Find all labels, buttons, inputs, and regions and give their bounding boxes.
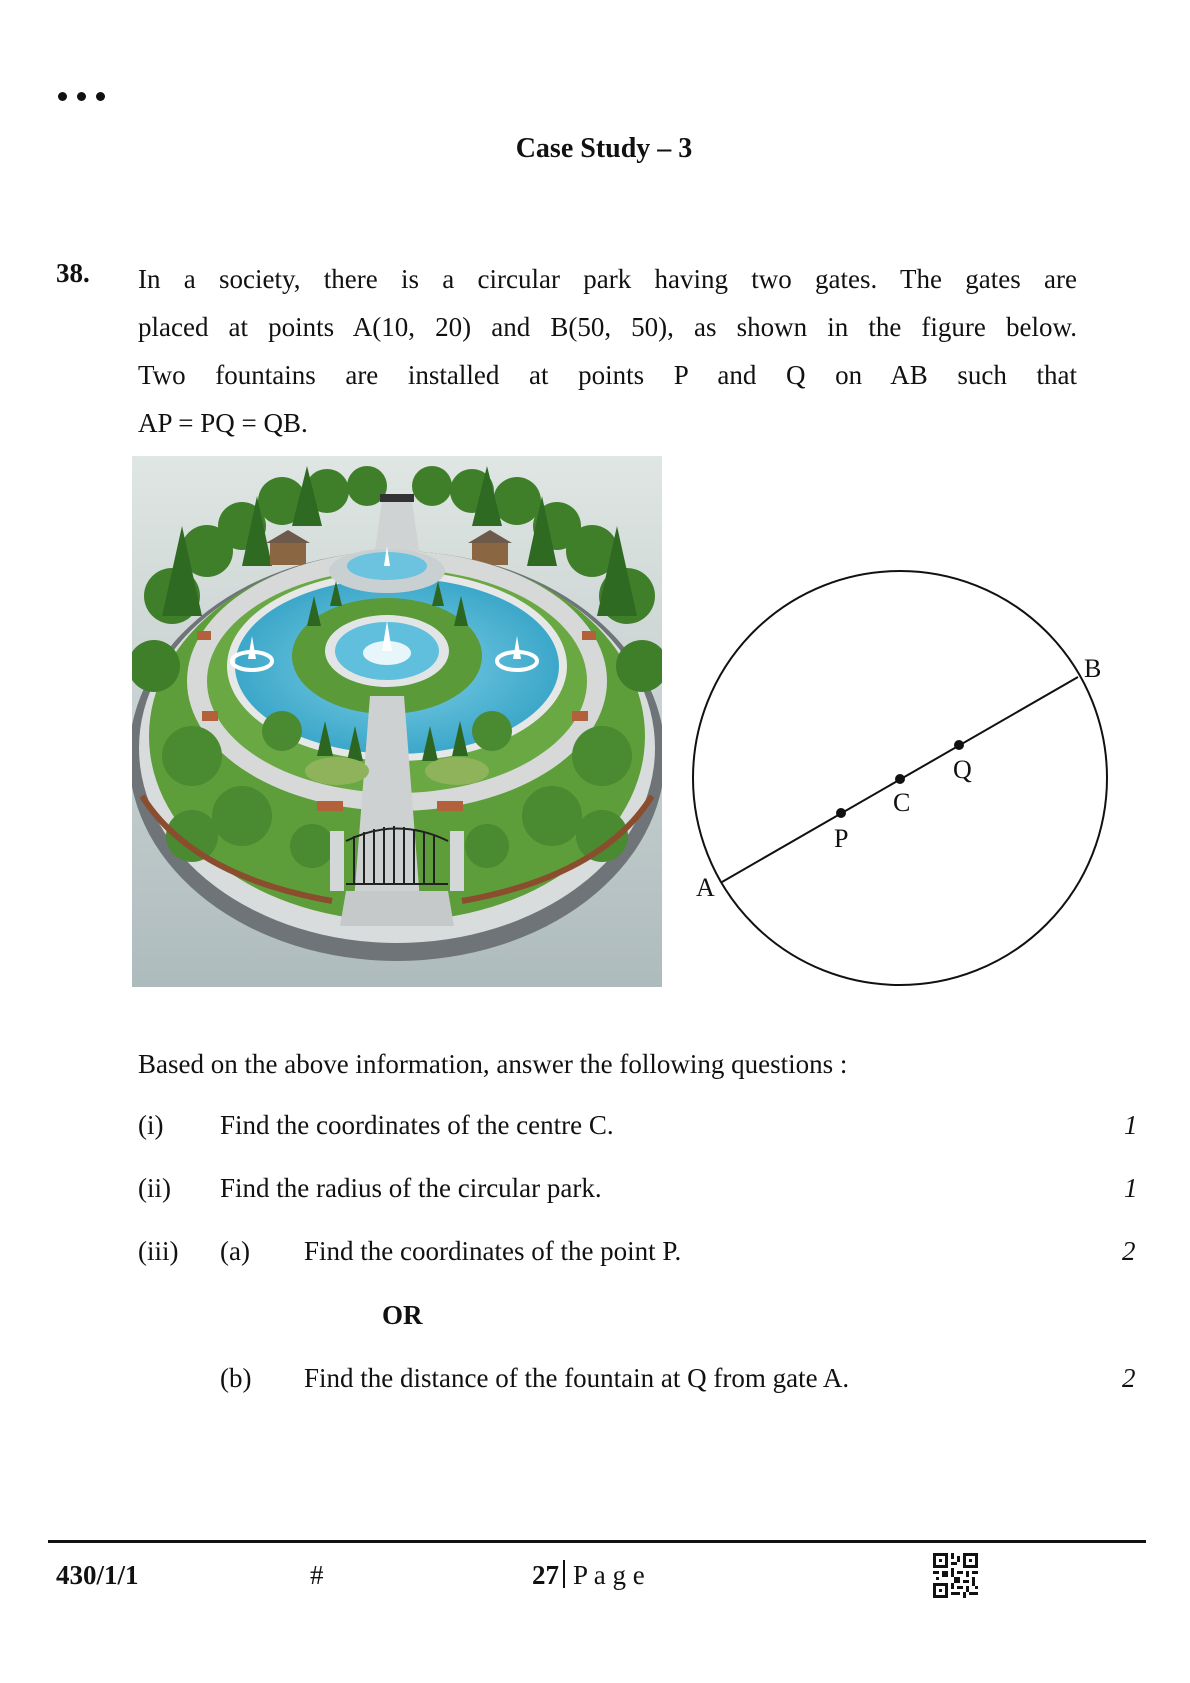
label-p: P (834, 824, 849, 853)
stem-line: In a society, there is a circular park having two gates. The gates are (138, 264, 1077, 294)
point-p-marker (836, 808, 846, 818)
part-i-text: Find the coordinates of the centre C. (220, 1110, 614, 1140)
dot (77, 92, 86, 101)
or-separator: OR (382, 1300, 423, 1330)
question-stem (138, 255, 1077, 447)
part-ii-label: (ii) (138, 1173, 171, 1203)
label-b: B (1084, 654, 1102, 683)
part-iii-a-label: (a) (220, 1236, 250, 1266)
label-c: C (893, 788, 911, 817)
part-iii-label: (iii) (138, 1236, 179, 1266)
part-i-marks: 1 (1124, 1110, 1138, 1140)
page-label: P a g e (573, 1560, 645, 1590)
question-number: 38. (56, 258, 90, 288)
park-image (132, 456, 662, 987)
hash-mark: # (310, 1560, 324, 1590)
stem-line: AP = PQ = QB. (138, 408, 308, 438)
part-iii-a-text: Find the coordinates of the point P. (304, 1236, 682, 1266)
qr-code-icon (933, 1553, 978, 1598)
questions-prompt: Based on the above information, answer the following questions : (138, 1049, 848, 1079)
section-title: Case Study – 3 (515, 133, 693, 164)
circle-diagram (680, 560, 1130, 1000)
page-separator (563, 1560, 565, 1588)
stem-line: Two fountains are installed at points P and Q on AB such that (138, 360, 1077, 390)
dot (58, 92, 67, 101)
dot (96, 92, 105, 101)
label-a: A (696, 873, 715, 902)
part-iii-b-text: Find the distance of the fountain at Q from gate A. (304, 1363, 850, 1393)
part-iii-b-label: (b) (220, 1363, 252, 1393)
part-i-label: (i) (138, 1110, 164, 1140)
part-iii-b-marks: 2 (1122, 1363, 1136, 1393)
point-q-marker (954, 740, 964, 750)
park-illustration (132, 456, 662, 987)
point-c-marker (895, 774, 905, 784)
ellipsis-marker (58, 92, 105, 101)
stem-line: placed at points A(10, 20) and B(50, 50), as shown in the figure below. (138, 312, 1077, 342)
footer-divider (48, 1540, 1146, 1543)
part-iii-a-marks: 2 (1122, 1236, 1136, 1266)
circle-with-diameter (680, 560, 1130, 1000)
part-ii-marks: 1 (1124, 1173, 1138, 1203)
paper-code: 430/1/1 (56, 1560, 139, 1590)
page-number: 27 (532, 1560, 559, 1590)
label-q: Q (953, 755, 972, 784)
page-indicator (532, 1560, 645, 1591)
part-ii-text: Find the radius of the circular park. (220, 1173, 602, 1203)
